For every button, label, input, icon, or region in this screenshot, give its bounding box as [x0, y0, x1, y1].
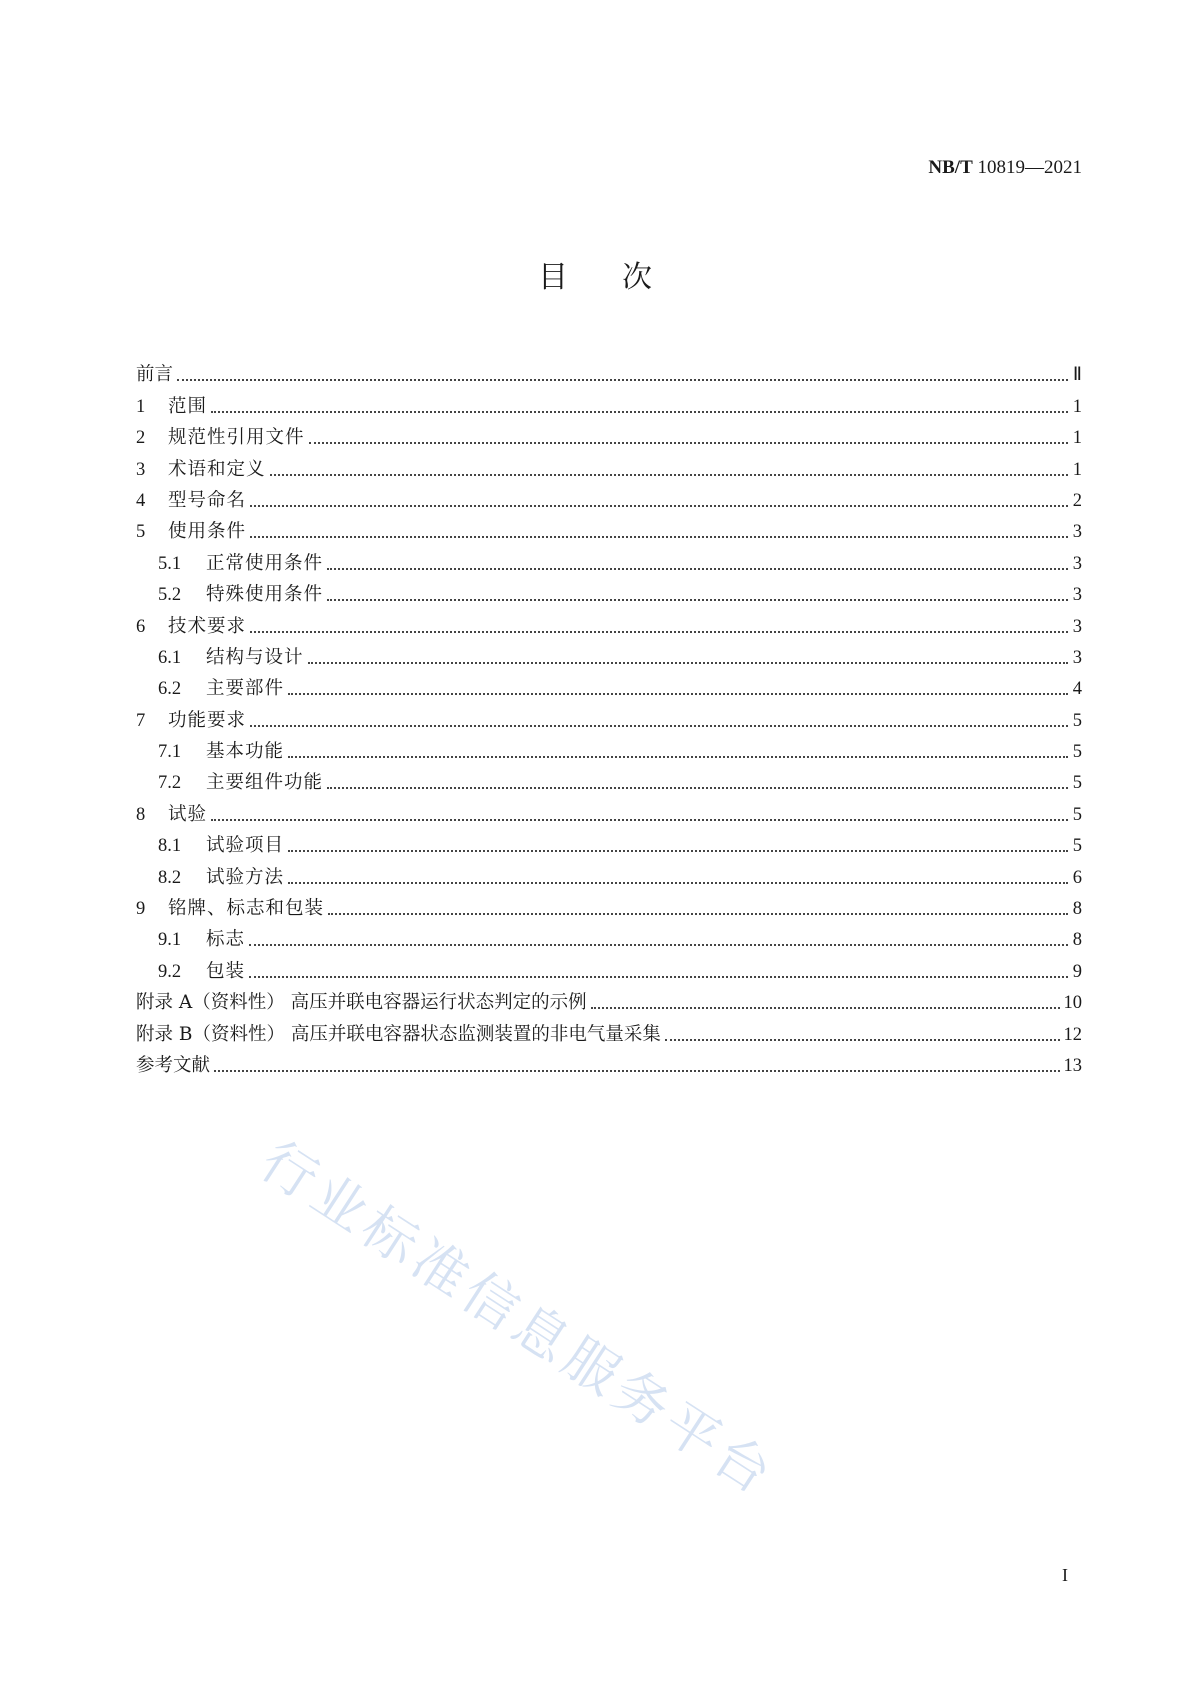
- toc-entry-page: 3: [1072, 616, 1082, 637]
- toc-entry-page: 6: [1072, 867, 1082, 888]
- toc-entry-number: 6.2: [158, 679, 182, 700]
- toc-leader-dots: [328, 913, 1068, 915]
- toc-entry-label: 参考文献: [136, 1054, 211, 1076]
- toc-entry-label: 主要组件功能: [206, 772, 324, 794]
- toc-entry-label: 范围: [168, 395, 208, 417]
- toc-leader-dots: [249, 944, 1068, 946]
- toc-title: 目次: [538, 260, 706, 295]
- toc-leader-dots: [288, 756, 1068, 758]
- toc-entry-page: 8: [1072, 930, 1082, 951]
- table-of-contents: [136, 356, 1082, 1078]
- toc-entry[interactable]: [136, 482, 1082, 513]
- toc-entry[interactable]: [136, 387, 1082, 418]
- toc-entry-page: 5: [1072, 804, 1082, 825]
- toc-entry-label: 包装: [206, 960, 246, 982]
- toc-entry-label: 前言: [136, 364, 174, 386]
- toc-entry-page: 3: [1072, 522, 1082, 543]
- toc-leader-dots: [211, 411, 1068, 413]
- toc-entry-page: 5: [1072, 836, 1082, 857]
- toc-entry[interactable]: [136, 670, 1082, 701]
- toc-entry-number: 9.2: [158, 961, 182, 982]
- toc-leader-dots: [288, 693, 1068, 695]
- toc-entry-number: 7.1: [158, 742, 182, 763]
- toc-leader-dots: [250, 536, 1068, 538]
- toc-leader-dots: [309, 442, 1068, 444]
- toc-leader-dots: [327, 599, 1068, 601]
- toc-entry-page: 2: [1072, 490, 1082, 511]
- toc-entry-number: 6.1: [158, 647, 182, 668]
- toc-entry-label: 铭牌、标志和包装: [168, 898, 325, 920]
- toc-entry-label: 基本功能: [206, 741, 285, 763]
- toc-leader-dots: [270, 474, 1068, 476]
- toc-entry-number: 6: [136, 616, 146, 637]
- standard-code: [928, 156, 1082, 180]
- toc-leader-dots: [250, 505, 1068, 507]
- toc-leader-dots: [308, 662, 1068, 664]
- toc-entry[interactable]: [136, 701, 1082, 732]
- toc-entry-label: 规范性引用文件: [168, 427, 305, 449]
- toc-entry-page: 13: [1063, 1055, 1082, 1076]
- toc-entry-number: 5.2: [158, 585, 182, 606]
- toc-entry-number: 9.1: [158, 930, 182, 951]
- toc-entry-number: 7.2: [158, 773, 182, 794]
- toc-leader-dots: [249, 976, 1068, 978]
- toc-entry-label: 附录 B（资料性） 高压并联电容器状态监测装置的非电气量采集: [136, 1023, 661, 1045]
- toc-leader-dots: [177, 379, 1068, 381]
- toc-entry-label: 附录 A（资料性） 高压并联电容器运行状态判定的示例: [136, 992, 587, 1014]
- toc-leader-dots: [327, 568, 1068, 570]
- toc-entry[interactable]: [136, 827, 1082, 858]
- toc-entry[interactable]: [136, 733, 1082, 764]
- toc-entry-label: 正常使用条件: [206, 552, 324, 574]
- toc-entry[interactable]: [136, 356, 1082, 387]
- toc-leader-dots: [288, 850, 1068, 852]
- toc-entry-label: 结构与设计: [206, 646, 304, 668]
- toc-entry-page: 5: [1072, 773, 1082, 794]
- toc-entry-page: 9: [1072, 961, 1082, 982]
- toc-entry[interactable]: [136, 607, 1082, 638]
- toc-entry[interactable]: [136, 450, 1082, 481]
- toc-entry[interactable]: [136, 858, 1082, 889]
- toc-entry[interactable]: [136, 419, 1082, 450]
- standard-number: 10819—2021: [977, 157, 1082, 178]
- toc-entry-page: 12: [1063, 1024, 1082, 1045]
- toc-entry-label: 试验方法: [206, 866, 285, 888]
- toc-leader-dots: [250, 725, 1068, 727]
- toc-entry-label: 功能要求: [168, 709, 247, 731]
- page-number: I: [1062, 1565, 1068, 1585]
- toc-entry-number: 2: [136, 428, 146, 449]
- toc-entry-number: 4: [136, 490, 146, 511]
- toc-leader-dots: [214, 1070, 1059, 1072]
- toc-leader-dots: [591, 1007, 1060, 1009]
- toc-entry-page: 1: [1072, 459, 1082, 480]
- toc-leader-dots: [250, 631, 1068, 633]
- toc-entry-page: 1: [1072, 396, 1082, 417]
- toc-entry-label: 试验项目: [206, 835, 285, 857]
- toc-entry-label: 标志: [206, 929, 246, 951]
- toc-entry-label: 技术要求: [168, 615, 247, 637]
- toc-entry[interactable]: [136, 576, 1082, 607]
- toc-leader-dots: [327, 787, 1068, 789]
- toc-entry-page: 5: [1072, 710, 1082, 731]
- toc-leader-dots: [288, 882, 1068, 884]
- standard-prefix: NB/T: [928, 157, 973, 178]
- toc-entry-label: 术语和定义: [168, 458, 266, 480]
- toc-entry[interactable]: [136, 984, 1082, 1015]
- toc-entry-number: 9: [136, 899, 146, 920]
- toc-entry-page: 10: [1063, 993, 1082, 1014]
- toc-entry[interactable]: [136, 1015, 1082, 1046]
- toc-entry-page: 5: [1072, 742, 1082, 763]
- toc-entry-number: 8: [136, 804, 146, 825]
- toc-entry-label: 试验: [168, 803, 208, 825]
- toc-entry-page: 4: [1072, 679, 1082, 700]
- toc-entry-label: 主要部件: [206, 678, 285, 700]
- toc-entry-label: 特殊使用条件: [206, 584, 324, 606]
- toc-entry-page: 8: [1072, 899, 1082, 920]
- toc-leader-dots: [665, 1039, 1060, 1041]
- toc-entry-label: 型号命名: [168, 489, 247, 511]
- toc-entry-number: 5: [136, 522, 146, 543]
- toc-entry[interactable]: [136, 544, 1082, 575]
- toc-entry-number: 3: [136, 459, 146, 480]
- toc-leader-dots: [211, 819, 1068, 821]
- toc-entry[interactable]: [136, 795, 1082, 826]
- toc-entry-page: Ⅱ: [1072, 365, 1082, 386]
- toc-entry-page: 1: [1072, 428, 1082, 449]
- toc-entry[interactable]: [136, 952, 1082, 983]
- toc-entry[interactable]: [136, 890, 1082, 921]
- toc-entry[interactable]: [136, 513, 1082, 544]
- toc-entry-number: 1: [136, 396, 146, 417]
- watermark: 行业标准信息服务平台: [249, 1129, 788, 1509]
- toc-entry-page: 3: [1072, 553, 1082, 574]
- toc-entry-number: 5.1: [158, 553, 182, 574]
- toc-entry[interactable]: [136, 921, 1082, 952]
- toc-entry[interactable]: [136, 764, 1082, 795]
- toc-entry-number: 8.2: [158, 867, 182, 888]
- toc-entry-page: 3: [1072, 585, 1082, 606]
- toc-entry-number: 8.1: [158, 836, 182, 857]
- toc-entry[interactable]: [136, 639, 1082, 670]
- toc-entry-page: 3: [1072, 647, 1082, 668]
- toc-entry-label: 使用条件: [168, 521, 247, 543]
- toc-entry[interactable]: [136, 1047, 1082, 1078]
- toc-entry-number: 7: [136, 710, 146, 731]
